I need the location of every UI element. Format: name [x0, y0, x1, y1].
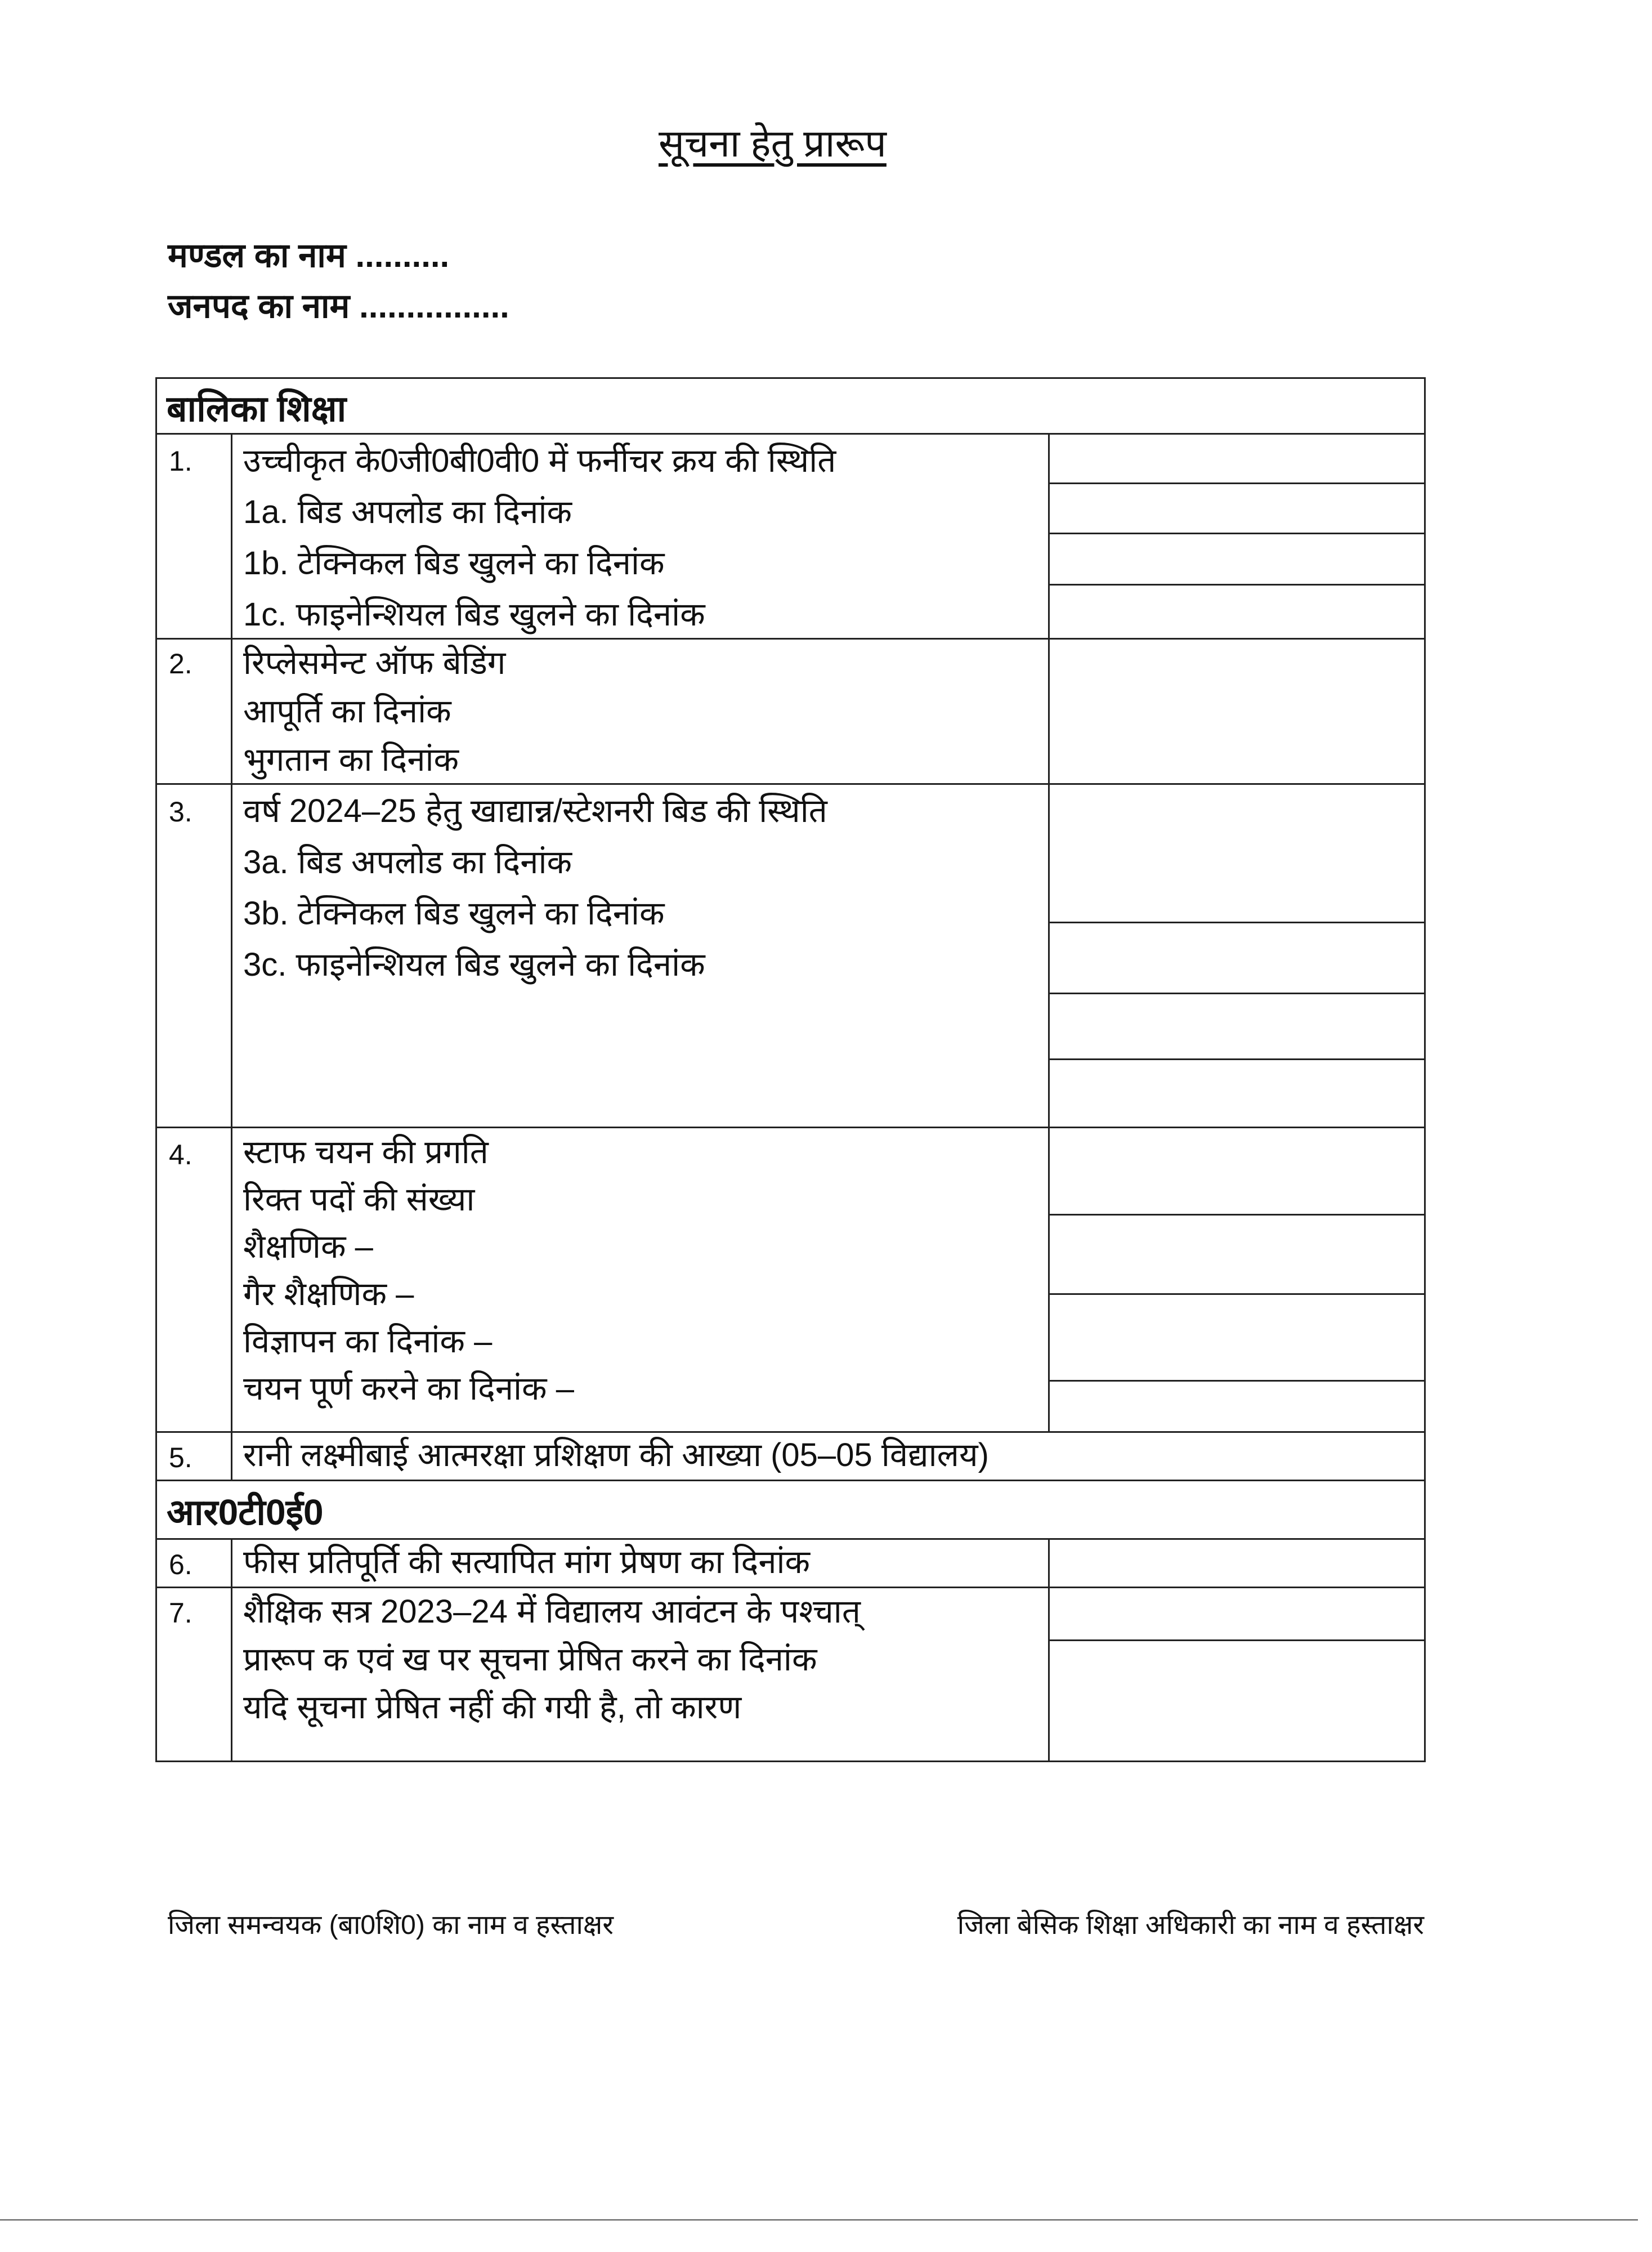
row-text — [243, 1431, 989, 1480]
row-number: 5. — [169, 1442, 192, 1473]
row-text — [243, 1129, 574, 1413]
row-number: 6. — [169, 1549, 192, 1580]
district-coordinator-signature-label: जिला समन्वयक (बा0शि0) का नाम व हस्ताक्षर — [168, 1910, 614, 1940]
row-line: आपूर्ति का दिनांक — [243, 693, 451, 730]
mandal-name-field: मण्डल का नाम .......... — [168, 236, 450, 274]
row-number: 4. — [169, 1139, 192, 1170]
row-line: 3a. बिड अपलोड का दिनांक — [243, 844, 572, 881]
page-bottom-rule — [0, 2219, 1638, 2220]
row-line: यदि सूचना प्रेषित नहीं की गयी है, तो कारण — [243, 1689, 742, 1726]
answer-line — [1048, 533, 1426, 534]
answer-line — [1048, 584, 1426, 586]
column-divider — [1048, 1538, 1050, 1761]
row-line: शैक्षणिक – — [243, 1228, 373, 1265]
answer-line — [1048, 1639, 1426, 1641]
row-line: रिप्लेसमेन्ट ऑफ बेडिंग — [243, 645, 506, 681]
row-line: 3c. फाइनेन्शियल बिड खुलने का दिनांक — [243, 946, 705, 983]
row-line: भुगतान का दिनांक — [243, 741, 459, 778]
row-line: शैक्षिक सत्र 2023–24 में विद्यालय आवंटन के पश्चात् — [243, 1593, 861, 1630]
section-heading-rte: आर0टी0ई0 — [167, 1492, 324, 1532]
answer-line — [1048, 922, 1426, 923]
answer-line — [1048, 1058, 1426, 1060]
column-divider — [231, 433, 232, 1480]
row-text — [243, 639, 505, 784]
janpad-name-field: जनपद का नाम ................ — [168, 287, 509, 325]
row-line: चयन पूर्ण करने का दिनांक – — [243, 1370, 574, 1407]
row-line: वर्ष 2024–25 हेतु खाद्यान्न/स्टेशनरी बिड की स्थिति — [243, 793, 827, 829]
row-line: फीस प्रतिपूर्ति की सत्यापित मांग प्रेषण का दिनांक — [243, 1544, 811, 1580]
column-divider — [231, 1538, 232, 1761]
answer-line — [1048, 1380, 1426, 1382]
row-line: 1a. बिड अपलोड का दिनांक — [243, 494, 572, 530]
row-text — [243, 785, 827, 990]
row-line: उच्चीकृत के0जी0बी0वी0 में फर्नीचर क्रय की स्थिति — [243, 443, 836, 479]
row-text — [243, 1588, 861, 1731]
answer-line — [1048, 993, 1426, 994]
row-line: रिक्त पदों की संख्या — [243, 1181, 475, 1218]
bsa-signature-label: जिला बेसिक शिक्षा अधिकारी का नाम व हस्ताक्षर — [957, 1910, 1424, 1940]
answer-line — [1048, 482, 1426, 484]
section-heading-balika: बालिका शिक्षा — [167, 388, 347, 429]
row-line: प्रारूप क एवं ख पर सूचना प्रेषित करने का दिनांक — [243, 1641, 817, 1678]
row-line: स्टाफ चयन की प्रगति — [243, 1134, 489, 1170]
row-number: 3. — [169, 796, 192, 828]
row-divider — [155, 433, 1426, 435]
row-line: 3b. टेक्निकल बिड खुलने का दिनांक — [243, 895, 665, 932]
answer-line — [1048, 1293, 1426, 1295]
row-line: गैर शैक्षणिक – — [243, 1276, 414, 1312]
row-divider — [155, 1127, 1426, 1128]
row-text — [243, 435, 836, 640]
table-border — [155, 1761, 1426, 1762]
row-text — [243, 1538, 810, 1587]
row-number: 1. — [169, 445, 192, 477]
table-border — [155, 377, 1426, 379]
page-title: सूचना हेतु प्रारूप — [659, 122, 887, 165]
row-number: 2. — [169, 648, 192, 680]
column-divider — [1048, 433, 1050, 1431]
row-line: रानी लक्ष्मीबाई आत्मरक्षा प्रशिक्षण की आख्या (05–05 विद्यालय) — [243, 1437, 989, 1473]
row-line: 1c. फाइनेन्शियल बिड खुलने का दिनांक — [243, 596, 705, 633]
table-border — [155, 377, 157, 1762]
row-line: विज्ञापन का दिनांक – — [243, 1323, 493, 1360]
row-number: 7. — [169, 1597, 192, 1629]
row-line: 1b. टेक्निकल बिड खुलने का दिनांक — [243, 545, 665, 582]
row-divider — [155, 1480, 1426, 1481]
answer-line — [1048, 1214, 1426, 1216]
